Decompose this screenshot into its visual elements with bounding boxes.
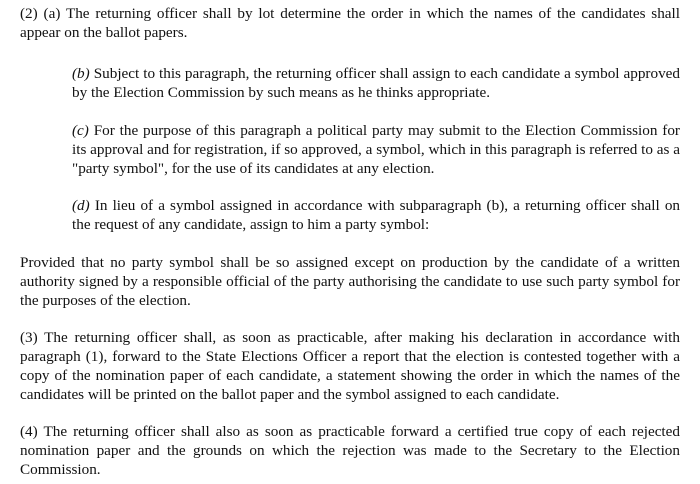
paragraph-text: The returning officer shall, as soon as practicable, after making his declaration in accordance with paragraph (1), forward to the State Elections Officer a report that the election is contested together with a copy of the nomination paper of each candidate, a statement showing the order in which the names of the candidates will be printed on the ballot paper and the symbol assigned to each candidate. xyxy=(20,329,680,403)
proviso-paragraph xyxy=(20,253,680,310)
paragraph-text: The returning officer shall by lot determine the order in which the names of the candidates shall appear on the ballot papers. xyxy=(20,5,680,41)
paragraph-text: The returning officer shall also as soon as practicable forward a certified true copy of each rejected nomination paper and the grounds on which the rejection was made to the Secretary to the Election Commission. xyxy=(20,423,680,478)
paragraph-2d xyxy=(72,196,680,234)
paragraph-text: Provided that no party symbol shall be so assigned except on production by the candidate of a written authority signed by a responsible official of the party authorising the candidate to use such party symbol for the purposes of the election. xyxy=(20,254,680,309)
paragraph-label: (3) xyxy=(20,329,38,346)
paragraph-label: (b) xyxy=(72,65,90,82)
paragraph-text: Subject to this paragraph, the returning officer shall assign to each candidate a symbol approved by the Election Commission by such means as he thinks appropriate. xyxy=(72,65,681,101)
paragraph-text: In lieu of a symbol assigned in accordance with subparagraph (b), a returning officer shall on the request of any candidate, assign to him a party symbol: xyxy=(72,197,681,233)
paragraph-label: (d) xyxy=(72,197,90,214)
paragraph-label: (4) xyxy=(20,423,38,440)
paragraph-2a xyxy=(20,4,680,42)
paragraph-2b xyxy=(72,64,680,102)
paragraph-4 xyxy=(20,422,680,479)
paragraph-label: (c) xyxy=(72,122,89,139)
paragraph-3 xyxy=(20,328,680,404)
paragraph-2c xyxy=(72,121,680,178)
paragraph-label: (2) (a) xyxy=(20,5,61,22)
paragraph-text: For the purpose of this paragraph a political party may submit to the Election Commission for its approval and for registration, if so approved, a symbol, which in this paragraph is referred to as a "party symbol", for the use of its candidates at any election. xyxy=(72,122,680,177)
